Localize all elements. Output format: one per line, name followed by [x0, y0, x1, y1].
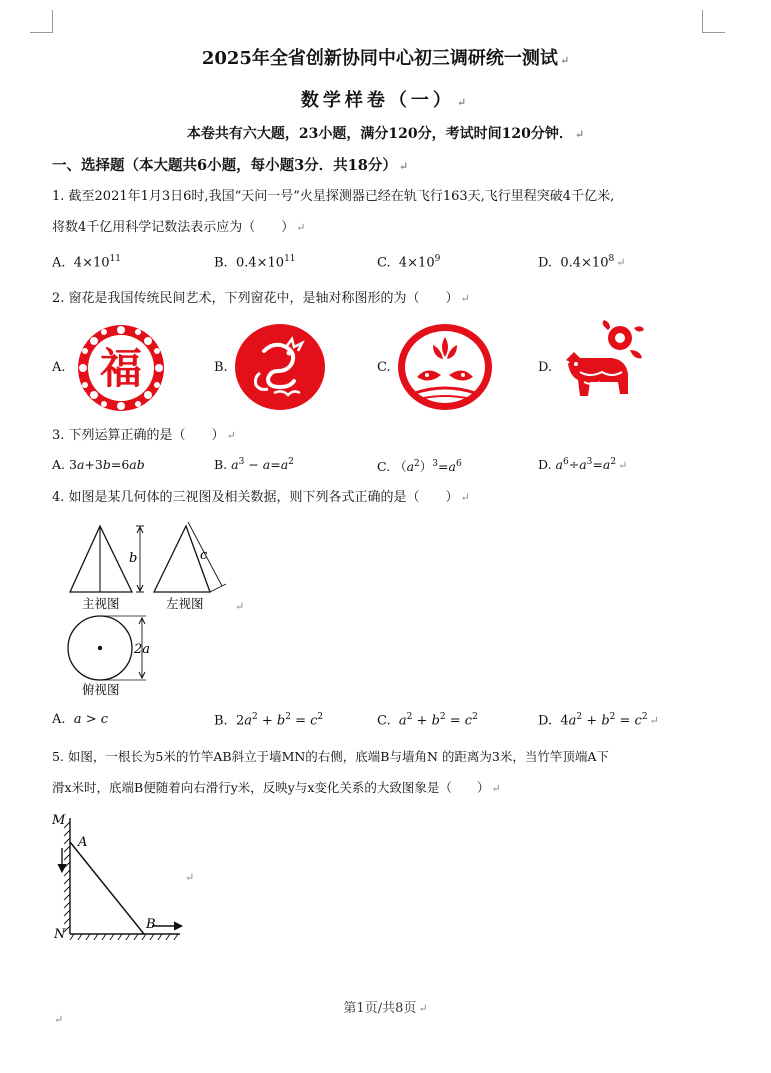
- q1-option-d: D. $0.4\times 10^8$ ↵: [538, 254, 626, 271]
- paragraph-mark: ↵: [54, 1013, 64, 1026]
- three-views-figure: [60, 518, 260, 698]
- front-view-triangle: [70, 526, 132, 592]
- q2-option-d-label: D.: [538, 360, 553, 375]
- corner-mark-left: [30, 10, 53, 33]
- corner-mark-right: [702, 10, 725, 33]
- paragraph-mark: ↵: [185, 871, 195, 884]
- ladder-ab: [70, 842, 144, 934]
- q3-option-d: D. $a^6\div a^3=a^2$ ↵: [538, 457, 628, 473]
- q2-stem: 2. 窗花是我国传统民间艺术，下列窗花中，是轴对称图形的为（ ） ↵: [52, 291, 470, 306]
- q3-option-a: A. 3a+3b=6ab: [52, 457, 145, 472]
- q4-stem: 4. 如图是某几何体的三视图及相关数据，则下列各式正确的是（ ） ↵: [52, 490, 470, 505]
- point-b-label: B: [146, 917, 156, 932]
- var-2a-label: 2a: [134, 642, 151, 657]
- side-view-label: 左视图: [166, 596, 204, 611]
- fu-character: 福: [99, 344, 143, 393]
- papercut-ox-image: [560, 320, 646, 412]
- papercut-fu-image: [77, 324, 165, 412]
- point-m-label: M: [52, 813, 66, 828]
- q3-option-c: C. $(a^2)^3=a^6$: [377, 458, 462, 474]
- q4-option-c: C. $a^2 + b^2 = c^2$: [377, 712, 478, 729]
- papercut-lotus-fish-image: [397, 323, 493, 411]
- q1-option-c: C. $4\times 10^9$: [377, 254, 441, 271]
- q1-option-b: B. $0.4\times 10^{11}$: [214, 254, 296, 271]
- front-view-label: 主视图: [82, 596, 120, 611]
- q1-option-a: A. $4\times 10^{11}$: [52, 254, 121, 271]
- var-c-label: c: [200, 548, 208, 563]
- papercut-dragon-image: [234, 323, 326, 411]
- q2-option-a-label: A.: [52, 360, 66, 375]
- exam-subtitle: 数学样卷（一） ↵: [300, 90, 471, 111]
- q2-option-c-label: C.: [377, 360, 391, 375]
- page-footer: 第1页/共8页 ↵: [343, 1001, 428, 1016]
- point-n-label: N: [54, 927, 66, 942]
- q5-line1: 5. 如图，一根长为5米的竹竿AB斜立于墙MN的右侧，底端B与墙角N 的距离为3米，当竹竿顶端A下: [52, 749, 609, 764]
- section-title: 一、选择题（本大题共6小题，每小题3分．共18分） ↵: [52, 157, 409, 174]
- q1-line1: 1. 截至2021年1月3日6时,我国“天问一号”火星探测器已经在轨飞行163天,飞行里程突破4千亿米,: [52, 189, 615, 204]
- q5-line2: 滑x米时，底端B便随着向右滑行y米，反映y与x变化关系的大致图象是（ ） ↵: [52, 780, 501, 795]
- ladder-figure: [48, 808, 198, 944]
- q3-stem: 3. 下列运算正确的是（ ） ↵: [52, 428, 236, 443]
- q1-line2: 将数4千亿用科学记数法表示应为（ ） ↵: [52, 220, 306, 235]
- top-view-label: 俯视图: [82, 682, 120, 697]
- exam-intro: 本卷共有六大题，23小题，满分120分，考试时间120分钟． ↵: [186, 126, 585, 142]
- exam-title: 2025年全省创新协同中心初三调研统一测试 ↵: [201, 48, 570, 69]
- q4-option-a: A. a > c: [52, 712, 109, 727]
- q4-option-b: B. $2a^2 + b^2 = c^2$: [214, 712, 324, 729]
- q4-option-d: D. $4a^2 + b^2 = c^2$ ↵: [538, 712, 659, 729]
- q3-option-b: B. $a^3 - a=a^2$: [214, 457, 294, 473]
- point-a-label: A: [78, 835, 88, 850]
- paragraph-mark: ↵: [235, 600, 245, 613]
- q2-option-b-label: B.: [214, 360, 228, 375]
- var-b-label: b: [129, 551, 138, 566]
